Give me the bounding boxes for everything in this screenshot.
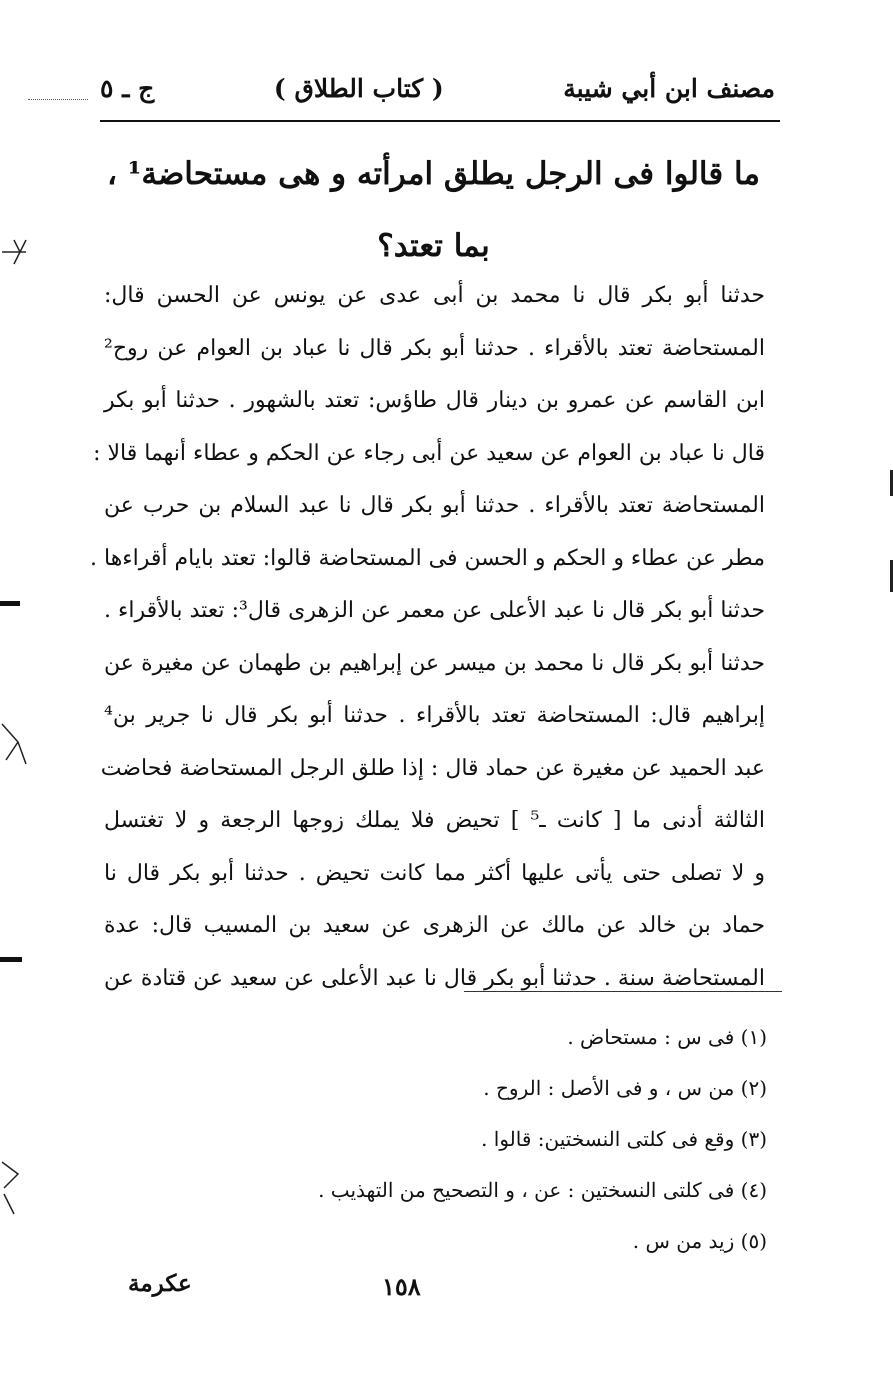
footnote-rule (464, 991, 782, 992)
catchword: عكرمة (128, 1270, 192, 1297)
book-title: مصنف ابن أبي شيبة (563, 73, 775, 103)
scan-artifact-dots (28, 99, 88, 101)
body-line: حدثنا أبو بكر قال نا عبد الأعلى عن معمر عن الزهرى قال³: تعتد بالأقراء . (104, 598, 765, 623)
page-number: ١٥٨ (382, 1272, 421, 1301)
body-line: و لا تصلى حتى يأتى عليها أكثر مما كانت تحيض . حدثنا أبو بكر قال نا (104, 860, 765, 886)
header-rule (100, 120, 780, 122)
section-title: ( كتاب الطلاق ) (273, 73, 444, 103)
footnotes (300, 1012, 767, 1267)
body-line: ابن القاسم عن عمرو بن دينار قال طاؤس: تعتد بالشهور . حدثنا أبو بكر (104, 388, 765, 413)
chapter-title (100, 138, 767, 282)
body-line: قال نا عباد بن العوام عن سعيد عن أبى رجاء عن الحكم و عطاء أنهما قالا : (93, 440, 765, 466)
body-line: المستحاضة سنة . حدثنا أبو بكر قال نا عبد الأعلى عن سعيد عن قتادة عن (104, 965, 765, 991)
body-text (90, 270, 766, 1005)
scan-artifact-bar-2 (0, 957, 22, 962)
body-line: المستحاضة تعتد بالأقراء . حدثنا أبو بكر قال نا عباد بن العوام عن روح² (104, 335, 765, 361)
body-line: إبراهيم قال: المستحاضة تعتد بالأقراء . حدثنا أبو بكر قال نا جرير بن⁴ (104, 703, 765, 728)
chapter-title-line-1: ما قالوا فى الرجل يطلق امرأته و هى مستحاضة¹ ، (106, 156, 761, 192)
volume-indicator: ج ـ ٥ (100, 73, 155, 103)
body-line: المستحاضة تعتد بالأقراء . حدثنا أبو بكر قال نا عبد السلام بن حرب عن (104, 493, 765, 518)
scan-artifact-left-3 (0, 1158, 22, 1222)
footnote: (٣) وقع فى كلتى النسختين: قالوا . (481, 1127, 767, 1151)
body-line: الثالثة أدنى ما [ كانت ـ⁵ ] تحيض فلا يملك زوجها الرجعة و لا تغتسل (104, 808, 766, 833)
scan-artifact-bar-1 (0, 601, 20, 606)
body-line: عبد الحميد عن مغيرة عن حماد قال : إذا طلق الرجل المستحاضة فحاضت (100, 755, 765, 781)
scan-artifact-left-1 (0, 232, 30, 276)
body-line: حدثنا أبو بكر قال نا محمد بن ميسر عن إبراهيم بن طهمان عن مغيرة عن (104, 650, 765, 676)
body-line: حدثنا أبو بكر قال نا محمد بن أبى عدى عن يونس عن الحسن قال: (104, 283, 765, 308)
footnote: (٤) فى كلتى النسختين : عن ، و التصحيح من التهذيب . (318, 1178, 767, 1202)
body-line: حماد بن خالد عن مالك عن الزهرى عن سعيد بن المسيب قال: عدة (104, 913, 765, 938)
chapter-title-line-2: بما تعتد؟ (377, 228, 490, 264)
footnote: (٢) من س ، و فى الأصل : الروح . (483, 1076, 767, 1100)
footnote: (٥) زيد من س . (632, 1229, 767, 1253)
scan-artifact-left-2 (0, 716, 30, 770)
body-line: مطر عن عطاء و الحكم و الحسن فى المستحاضة قالوا: تعتد بايام أقراءها . (90, 545, 765, 571)
footnote: (١) فى س : مستحاض . (567, 1025, 767, 1049)
running-header (100, 66, 775, 110)
